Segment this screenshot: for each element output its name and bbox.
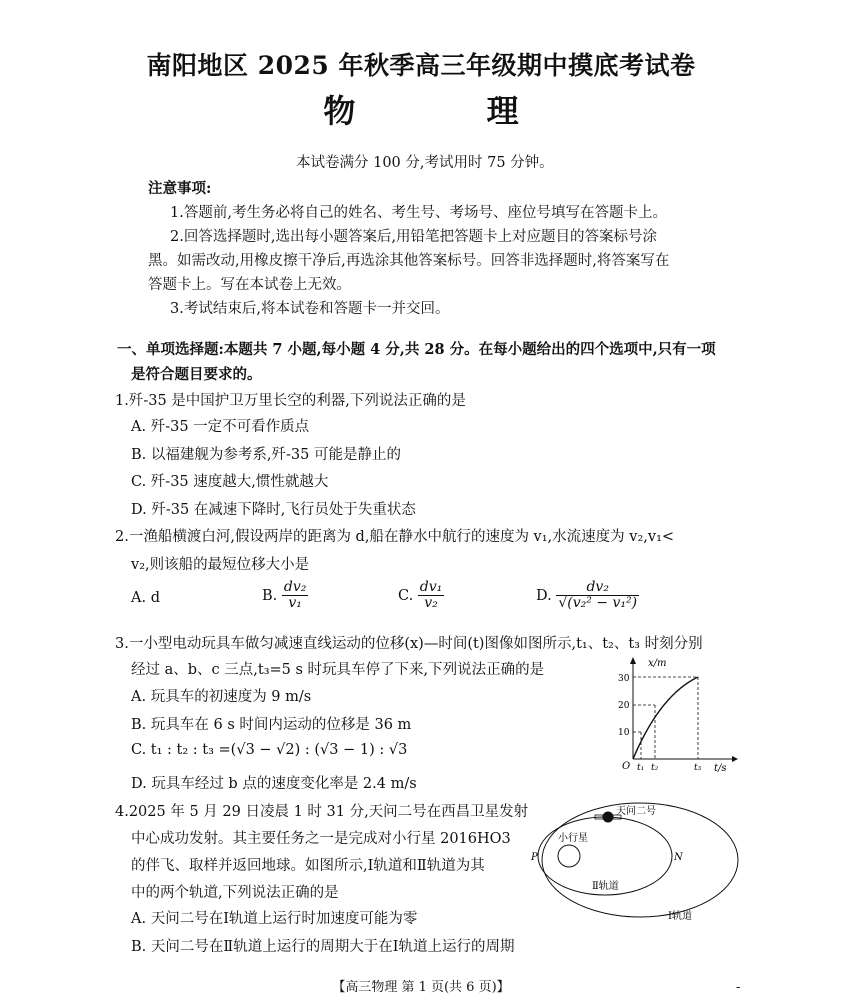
denominator: v₂ — [424, 595, 438, 612]
option: D. 玩具车经过 b 点的速度变化率是 2.4 m/s — [131, 776, 417, 792]
fraction — [418, 580, 444, 612]
fraction — [556, 580, 639, 612]
numerator: dv₂ — [283, 579, 307, 595]
asteroid-label: 小行星 — [558, 833, 588, 844]
note-line: 3.考试结束后,将本试卷和答题卡一并交回。 — [170, 301, 450, 317]
orbit-2-label: Ⅱ轨道 — [592, 881, 619, 892]
option: C. t₁ : t₂ : t₃ =(√3 − √2) : (√3 − 1) : √3 — [131, 742, 408, 758]
x-axis-arrow — [732, 756, 738, 762]
option: B. 以福建舰为参考系,歼-35 可能是静止的 — [131, 447, 401, 463]
numerator: dv₁ — [419, 579, 443, 595]
option-label: C. — [398, 587, 414, 604]
fraction — [282, 580, 308, 612]
probe-icon — [603, 812, 614, 823]
footer-dash: - — [736, 980, 741, 995]
option: A. 玩具车的初速度为 9 m/s — [131, 689, 312, 705]
section-heading: 是符合题目要求的。 — [131, 366, 262, 383]
orbit-1-label: Ⅰ轨道 — [668, 911, 692, 922]
numerator: dv₂ — [556, 580, 639, 596]
y-axis-label: x/m — [648, 658, 667, 669]
orbit-1 — [542, 803, 738, 917]
denominator: √(v₂² − v₁²) — [558, 595, 638, 612]
question-stem: 中的两个轨道,下列说法正确的是 — [131, 885, 339, 901]
option: C. 歼-35 速度越大,惯性就越大 — [131, 474, 329, 490]
question-stem: 经过 a、b、c 三点,t₃=5 s 时玩具车停了下来,下列说法正确的是 — [131, 662, 545, 678]
score-line: 本试卷满分 100 分,考试用时 75 分钟。 — [296, 155, 554, 171]
x-axis-label: t/s — [714, 763, 727, 774]
xt-curve — [633, 677, 698, 759]
orbit-diagram — [528, 800, 752, 930]
page-footer: 【高三物理 第 1 页(共 6 页)】 — [332, 980, 510, 995]
option-b — [262, 580, 308, 612]
note-line: 1.答题前,考生务必将自己的姓名、考生号、考场号、座位号填写在答题卡上。 — [170, 205, 667, 221]
xt-graph — [600, 655, 740, 775]
notice-title: 注意事项: — [148, 180, 212, 197]
y-axis-arrow — [630, 657, 636, 664]
subject-title: 物 理 — [323, 92, 579, 130]
option: B. 天问二号在Ⅱ轨道上运行的周期大于在Ⅰ轨道上运行的周期 — [131, 939, 515, 955]
exam-title: 南阳地区 2025 年秋季高三年级期中摸底考试卷 — [146, 51, 696, 80]
option: A. d — [131, 590, 160, 606]
question-stem: v₂,则该船的最短位移大小是 — [131, 557, 310, 573]
option-d — [536, 580, 639, 612]
question-stem: 3.一小型电动玩具车做匀减速直线运动的位移(x)—时间(t)图像如图所示,t₁、t₂、t₃ 时刻分别 — [115, 636, 703, 652]
section-heading: 一、单项选择题:本题共 7 小题,每小题 4 分,共 28 分。在每小题给出的四个选项中,只有一项 — [117, 341, 716, 358]
question-stem: 1.歼-35 是中国护卫万里长空的利器,下列说法正确的是 — [115, 393, 466, 409]
probe-label: 天问二号 — [616, 806, 656, 817]
point-p-label: P — [531, 852, 538, 863]
denominator: v₁ — [288, 595, 302, 612]
question-stem: 中心成功发射。其主要任务之一是完成对小行星 2016HO3 — [131, 831, 511, 847]
y-tick-label: 10 — [618, 728, 630, 738]
option: A. 歼-35 一定不可看作质点 — [131, 419, 310, 435]
point-n-label: N — [674, 852, 683, 863]
option: B. 玩具车在 6 s 时间内运动的位移是 36 m — [131, 717, 412, 733]
option-c — [398, 580, 444, 612]
option-label: D. — [536, 587, 552, 604]
y-tick-label: 30 — [618, 674, 630, 684]
option-label: B. — [262, 587, 278, 604]
origin-label: O — [622, 761, 631, 772]
x-tick-label: t₁ — [637, 763, 645, 773]
note-line: 答题卡上。写在本试卷上无效。 — [148, 277, 351, 293]
note-line: 2.回答选择题时,选出每小题答案后,用铅笔把答题卡上对应题目的答案标号涂 — [170, 229, 658, 245]
asteroid — [558, 845, 580, 867]
option: A. 天问二号在Ⅰ轨道上运行时加速度可能为零 — [131, 911, 418, 927]
x-tick-label: t₂ — [651, 763, 659, 773]
question-stem: 4.2025 年 5 月 29 日凌晨 1 时 31 分,天问二号在西昌卫星发射 — [115, 804, 529, 820]
question-stem: 2.一渔船横渡白河,假设两岸的距离为 d,船在静水中航行的速度为 v₁,水流速度为 v₂,v₁< — [115, 529, 675, 545]
note-line: 黑。如需改动,用橡皮擦干净后,再选涂其他答案标号。回答非选择题时,将答案写在 — [148, 253, 670, 269]
question-stem: 的伴飞、取样并返回地球。如图所示,Ⅰ轨道和Ⅱ轨道为其 — [131, 858, 485, 874]
y-tick-label: 20 — [618, 701, 630, 711]
option: D. 歼-35 在减速下降时,飞行员处于失重状态 — [131, 502, 416, 518]
x-tick-label: t₃ — [694, 763, 702, 773]
